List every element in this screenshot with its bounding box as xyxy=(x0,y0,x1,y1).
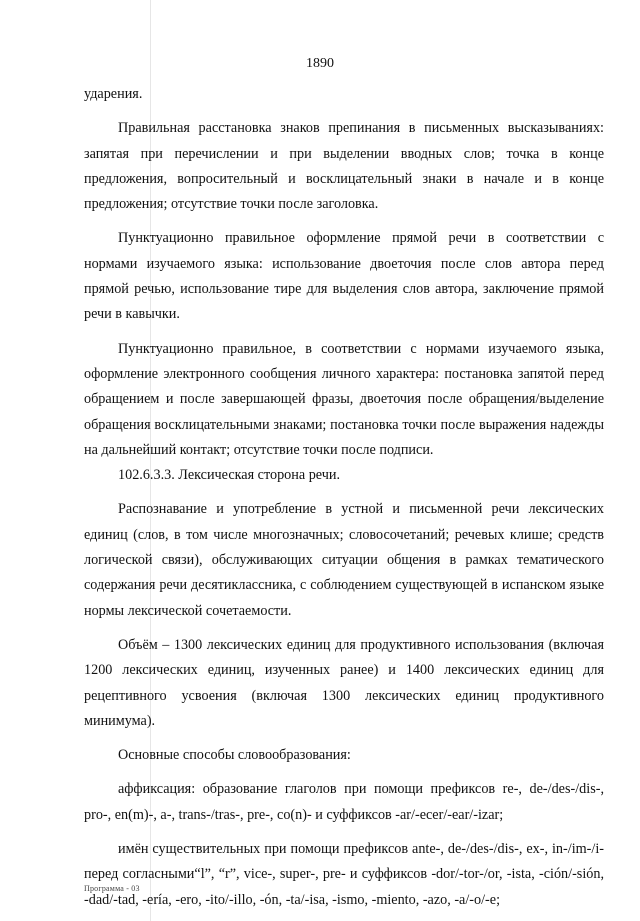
paragraph-punctuation-rules: Правильная расстановка знаков препинания в письменных высказываниях: запятая при перечислении и при выделении вводных слов; точка в конце предложения, вопросительный и восклицательный знаки в начале и в конце предложения; отсутствие точки после заголовка. xyxy=(84,120,604,213)
paragraph-affixation-verbs: аффиксация: образование глаголов при помощи префиксов re-, de-/des-/dis-, pro-, en(m)-, a-, trans-/tras-, pre-, co(n)- и суффиксов -ar/-ecer/-ear/-izar; xyxy=(84,781,604,823)
paragraph-direct-speech: Пунктуационно правильное оформление прямой речи в соответствии с нормами изучаемого языка: использование двоеточия после слов автора перед прямой речью, использование тире для выделения слов автора, заключение прямой речи в кавычки. xyxy=(84,230,604,323)
paragraph-affixation-nouns: имён существительных при помощи префиксов ante-, de-/des-/dis-, ex-, in-/im-/i- перед согласными“l”, “r”, vice-, super-, pre- и суффиксов -dor/-tor-/or, -ista, -ción/-sión, -dad/-tad, -ería, -ero, -ito/-illo, -ón, -ta/-isa, -ismo, -miento, -azo, -a/-o/-e; xyxy=(84,841,604,908)
paragraph-continuation: ударения. xyxy=(84,86,143,102)
paragraph-lexical-units: Распознавание и употребление в устной и письменной речи лексических единиц (слов, в том числе многозначных; словосочетаний; речевых клише; средств логической связи), обслуживающих ситуации общения в рамках тематического содержания речи десятиклассника, с соблюдением существующей в испанском языке нормы лексической сочетаемости. xyxy=(84,501,604,619)
paragraph-electronic-message: Пунктуационно правильное, в соответствии с нормами изучаемого языка, оформление электронного сообщения личного характера: постановка запятой перед обращением и после завершающей фразы, двоеточия после обращения/выделение обращения восклицательными знаками; постановка точки после выражения надежды на дальнейший контакт; отсутствие точки после подписи. xyxy=(84,340,604,458)
paragraph-word-formation-heading: Основные способы словообразования: xyxy=(118,747,351,764)
page-number: 1890 xyxy=(306,56,334,71)
document-body xyxy=(84,82,604,913)
section-heading-lexical: 102.6.3.3. Лексическая сторона речи. xyxy=(118,467,341,484)
page-footer: Программа - 03 xyxy=(84,884,140,893)
paragraph-volume: Объём – 1300 лексических единиц для продуктивного использования (включая 1200 лексических единиц, изученных ранее) и 1400 лексических единиц для рецептивного усвоения (включая 1300 лексических единиц продуктивного минимума). xyxy=(84,636,604,729)
